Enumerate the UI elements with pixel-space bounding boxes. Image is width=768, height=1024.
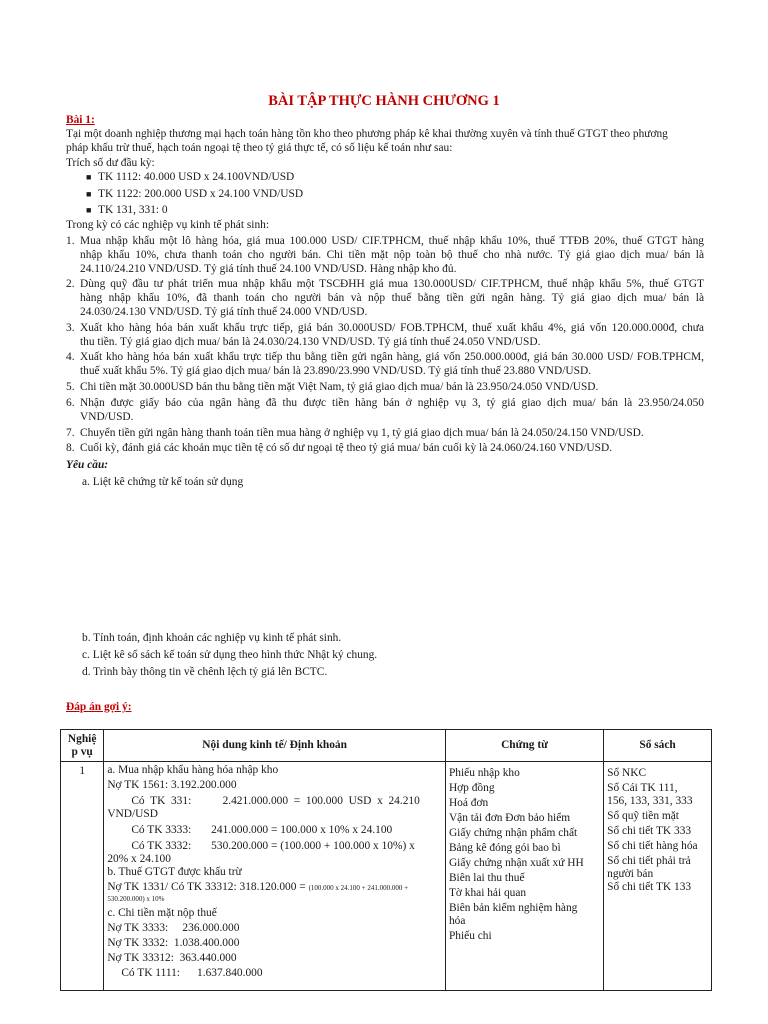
- intro-line-2: pháp khấu trừ thuế, hạch toán ngoại tệ theo tỷ giá thực tế, có số liệu kế toán như sau:: [66, 142, 453, 154]
- transaction-number: 3.: [66, 322, 75, 334]
- entry-line: Nợ TK 3333: 236.000.000: [107, 922, 240, 934]
- entry-line: b. Thuế GTGT được khấu trừ: [107, 866, 242, 878]
- book-item: Sổ chi tiết TK 133: [607, 881, 692, 893]
- entry-line: Có TK 331: 2.421.000.000 = 100.000 USD x 24.210: [131, 795, 420, 807]
- entry-formula: (100.000 x 24.100 + 241.000.000 +: [308, 884, 409, 892]
- document-item: Giấy chứng nhận phẩm chất: [448, 827, 578, 839]
- document-item: Phiếu chi: [448, 930, 492, 942]
- transaction-line: VND/USD.: [80, 411, 134, 423]
- table-row: [61, 762, 712, 991]
- exercise-heading: Bài 1:: [66, 114, 95, 126]
- transaction-number: 7.: [66, 427, 75, 439]
- transaction-number: 2.: [66, 278, 75, 290]
- entry-text: Nợ TK 1331/ Có TK 33312: 318.120.000 =: [107, 881, 309, 893]
- transaction-line: Chi tiền mặt 30.000USD bán thu bằng tiền mặt Việt Nam, tỷ giá giao dịch mua/ bán là 23.950/24.050 VND/USD.: [80, 381, 599, 393]
- intro-line-3: Trích số dư đầu kỳ:: [66, 157, 155, 169]
- entry-line: Nợ TK 3332: 1.038.400.000: [107, 937, 240, 949]
- transaction-line: nhập khẩu 10%, chưa thanh toán cho người bán. Chi tiền mặt nộp toàn bộ thuế cho nhà nước. Tỷ giá giao dịch mua/ bán là: [80, 249, 704, 261]
- book-item: Sổ chi tiết phải trả: [607, 855, 691, 867]
- intro-line-1: Tại một doanh nghiệp thương mại hạch toán hàng tồn kho theo phương pháp kê khai thường xuyên và tính thuế GTGT theo phương: [66, 128, 668, 140]
- entry-line: Nợ TK 1561: 3.192.200.000: [107, 779, 237, 791]
- bullet-icon: ■: [86, 172, 92, 182]
- requirement-item: c. Liệt kê sổ sách kế toán sử dụng theo hình thức Nhật ký chung.: [82, 649, 378, 661]
- entry-line: [107, 881, 442, 895]
- transaction-line: Xuất kho hàng hóa bán xuất khẩu trực tiếp thu bằng tiền gửi ngân hàng, giá vốn 250.000.000đ, giá bán 30.000 USD/ FOB.TPHCM,: [80, 351, 704, 363]
- book-item: Sổ Cái TK 111,: [607, 782, 678, 794]
- entry-line: Có TK 3333: 241.000.000 = 100.000 x 10% x 24.100: [131, 824, 393, 836]
- transaction-line: 24.030/24.130 VND/USD. Tỷ giá tính thuế 24.000 VND/USD.: [80, 306, 368, 318]
- page-title: BÀI TẬP THỰC HÀNH CHƯƠNG 1: [268, 93, 500, 109]
- requirements-heading: Yêu cầu:: [66, 459, 109, 471]
- book-item: Sổ chi tiết hàng hóa: [607, 840, 698, 852]
- document-item: hóa: [448, 915, 466, 927]
- entry-line: Nợ TK 33312: 363.440.000: [107, 952, 237, 964]
- transaction-line: Chuyển tiền gửi ngân hàng thanh toán tiền mua hàng ở nghiệp vụ 1, tỷ giá giao dịch mua/ bán là 24.050/24.150 VND/USD.: [80, 427, 644, 439]
- transaction-line: thuế xuất khẩu 5%. Tỷ giá giao dịch mua/ bán là 23.890/23.990 VND/USD. Tỷ giá tính thuế 23.880 VND/USD.: [80, 365, 592, 377]
- transaction-line: Cuối kỳ, đánh giá các khoản mục tiền tệ có số dư ngoại tệ theo tỷ giá mua/ bán cuối kỳ là 24.060/24.160 VND/USD.: [80, 442, 613, 454]
- entry-line: VND/USD: [107, 808, 158, 820]
- column-header: Nghiệ p vụ: [61, 730, 104, 762]
- transaction-line: Nhận được giấy báo của ngân hàng đã thu được tiền hàng bán ở nghiệp vụ 3, tỷ giá giao dịch mua/ bán là 23.950/24.050: [80, 397, 704, 409]
- bullet-icon: ■: [86, 205, 92, 215]
- document-item: Phiếu nhập kho: [448, 767, 520, 779]
- transaction-line: hàng nhập khẩu 10%, đã thanh toán cho người bán và nộp thuế bằng tiền gửi ngân hàng. Tỷ giá giao dịch mua/ bán là: [80, 292, 704, 304]
- answer-heading: Đáp án gợi ý:: [66, 701, 132, 713]
- document-item: Bảng kê đóng gói bao bì: [448, 842, 561, 854]
- balance-item: TK 1122: 200.000 USD x 24.100 VND/USD: [98, 188, 304, 200]
- requirement-item: d. Trình bày thông tin về chênh lệch tỷ giá lên BCTC.: [82, 666, 328, 678]
- transaction-line: Dùng quỹ đầu tư phát triển mua nhập khẩu một TSCĐHH giá mua 130.000USD/ CIF.TPHCM, thuế nhập khẩu 5%, thuế GTGT: [80, 278, 704, 290]
- document-item: Giấy chứng nhận xuất xứ HH: [448, 857, 584, 869]
- transaction-line: 24.110/24.210 VND/USD. Tỷ giá tính thuế 24.100 VND/USD. Hàng nhập kho đủ.: [80, 263, 457, 275]
- transaction-number: 1.: [66, 235, 75, 247]
- transaction-number: 8.: [66, 442, 75, 454]
- book-item: Sổ NKC: [607, 767, 647, 779]
- entry-line: 20% x 24.100: [107, 853, 171, 865]
- entry-line: a. Mua nhập khẩu hàng hóa nhập kho: [107, 764, 279, 776]
- documents-cell: [445, 762, 603, 991]
- entry-content-cell: [104, 762, 446, 991]
- book-item: 156, 133, 331, 333: [607, 795, 693, 807]
- column-header: Chứng từ: [445, 730, 603, 762]
- book-item: Sổ quỹ tiền mặt: [607, 810, 679, 822]
- bullet-icon: ■: [86, 189, 92, 199]
- table-header-row: [61, 730, 712, 762]
- entry-line: Có TK 1111: 1.637.840.000: [121, 967, 263, 979]
- document-item: Biên bản kiểm nghiệm hàng: [448, 902, 578, 914]
- transaction-line: Xuất kho hàng hóa bán xuất khẩu trực tiếp, giá bán 30.000USD/ FOB.TPHCM, thuế xuất khẩu 4%, giá vốn 120.000.000đ, chưa: [80, 322, 704, 334]
- document-item: Tờ khai hải quan: [448, 887, 527, 899]
- entry-line: Có TK 3332: 530.200.000 = (100.000 + 100.000 x 10%) x: [131, 840, 415, 852]
- book-item: Sổ chi tiết TK 333: [607, 825, 692, 837]
- balance-item: TK 131, 331: 0: [98, 204, 168, 216]
- transaction-number: 4.: [66, 351, 75, 363]
- document-item: Vận tải đơn Đơn bảo hiểm: [448, 812, 571, 824]
- entry-formula: 530.200.000) x 10%: [107, 895, 165, 903]
- transaction-number: 6.: [66, 397, 75, 409]
- answer-table: [60, 729, 712, 991]
- column-header: Sổ sách: [604, 730, 712, 762]
- entry-line: c. Chi tiền mặt nộp thuế: [107, 907, 217, 919]
- transaction-line: Mua nhập khẩu một lô hàng hóa, giá mua 100.000 USD/ CIF.TPHCM, thuế nhập khẩu 10%, thuế TTĐB 20%, thuế GTGT hàng: [80, 235, 704, 247]
- requirement-item: b. Tính toán, định khoản các nghiệp vụ kinh tế phát sinh.: [82, 632, 342, 644]
- row-number: 1: [61, 762, 104, 991]
- document-item: Biên lai thu thuế: [448, 872, 525, 884]
- document-item: Hoá đơn: [448, 797, 489, 809]
- requirement-item: a. Liệt kê chứng từ kế toán sử dụng: [82, 476, 244, 488]
- books-cell: [604, 762, 712, 991]
- period-intro: Trong kỳ có các nghiệp vụ kinh tế phát sinh:: [66, 219, 270, 231]
- column-header: Nội dung kinh tế/ Định khoản: [104, 730, 446, 762]
- transaction-number: 5.: [66, 381, 75, 393]
- book-item: người bán: [607, 868, 654, 880]
- balance-item: TK 1112: 40.000 USD x 24.100VND/USD: [98, 171, 295, 183]
- document-item: Hợp đồng: [448, 782, 495, 794]
- transaction-line: thu tiền. Tỷ giá giao dịch mua/ bán là 24.030/24.130 VND/USD. Tỷ giá tính thuế 24.050 VND/USD.: [80, 336, 541, 348]
